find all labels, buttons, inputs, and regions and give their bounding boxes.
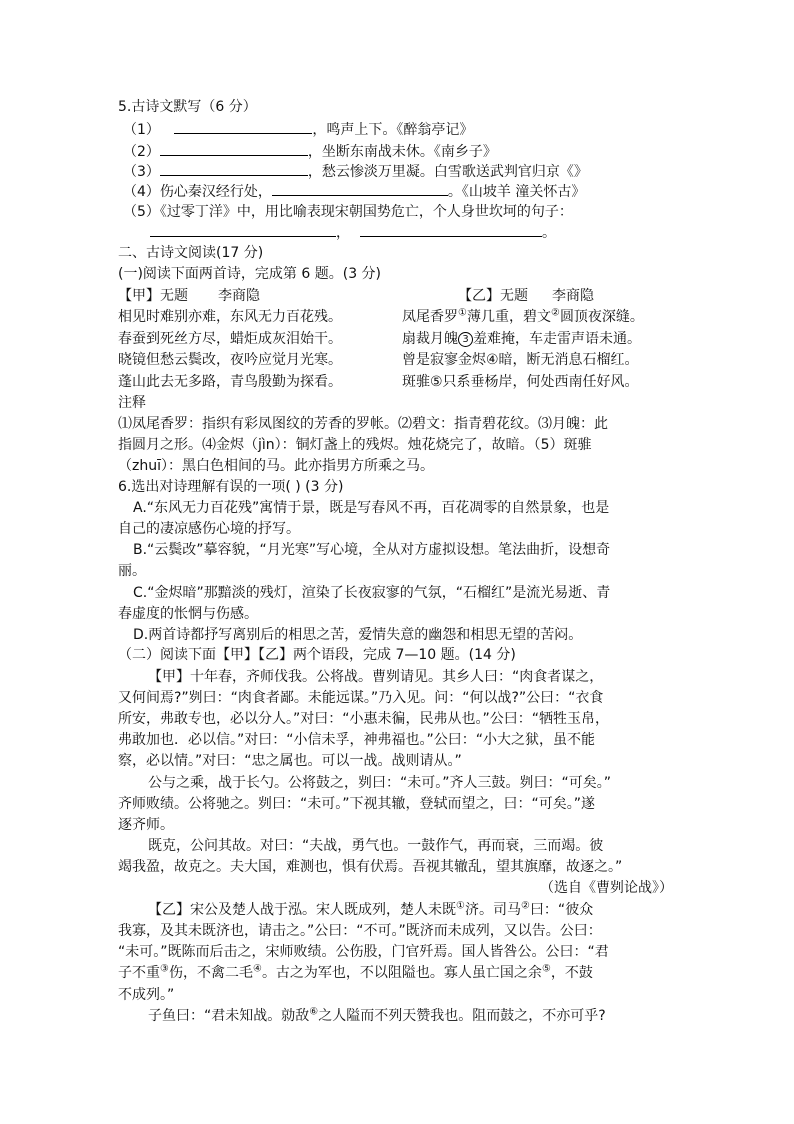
q6-option-c: C.“金烬暗”那黯淡的残灯，渲染了长夜寂寥的气氛，“石榴红”是流光易逝、青 [133,585,611,601]
poem-a-line: 晓镜但愁云鬓改，夜吟应觉月光寒。 [118,352,342,368]
passage-a-line: 【甲】十年春，齐师伐我。公将战。曹刿请见。其乡人曰：“肉食者谋之， [148,669,604,685]
q5-item-text: 。《山坡羊 潼关怀古》 [447,184,586,200]
text: 济。司马 [464,902,521,918]
note-line: ⑴凤尾香罗：指织有彩凤图纹的芳香的罗帐。⑵碧文：指青碧花纹。⑶月魄：此 [118,416,608,432]
part-1-instruction: (一)阅读下面两首诗，完成第 6 题。(3 分) [118,266,382,282]
q5-item-text: 《过零丁洋》中，用比喻表现宋朝国势危亡，个人身世坎坷的句子： [159,204,573,220]
comma: ， [336,225,350,241]
text: 之人隘而不列天赞我也。阻而鼓之，不亦可乎? [318,1008,606,1024]
poem-b-line [402,307,644,327]
q5-item-number: （5） [123,204,160,220]
q5-item-3 [123,161,588,182]
q6-option-a-cont: 自己的凄凉感伤心境的抒写。 [118,521,300,537]
passage-a-line: 既克，公问其故。对曰：“夫战，勇气也。一鼓作气，再而衰，三而竭。彼 [148,838,604,854]
q5-item-number: （2） [123,144,160,160]
passage-a-line: 齐师败绩。公将驰之。刿曰：“未可。”下视其辙，登轼而望之，曰：“可矣。”遂 [118,796,596,812]
passage-a-line: 逐齐师。 [118,817,174,833]
poem-b-header [458,286,594,306]
text: 扇裁月魄 [402,331,458,347]
q6-option-b: B.“云鬓改”摹容貌，“月光寒”写心境，全从对方虚拟设想。笔法曲折，设想奇 [133,542,611,558]
text: 薄几重，碧文 [466,309,551,325]
text: 伤，不禽二毛 [168,965,253,981]
text: 子鱼曰：“君未知战。勍敌 [148,1008,310,1024]
passage-a-line: 竭我盈，故克之。夫大国，难测也，惧有伏焉。吾视其辙乱，望其旗靡，故逐之。” [118,859,623,875]
section-2-title: 二、古诗文阅读(17 分) [118,245,264,261]
note-marker: ④ [252,963,262,975]
text: 【乙】宋公及楚人战于泓。宋人既成列，楚人未既 [148,902,456,918]
text: ，不鼓 [550,965,593,981]
note-marker: ⑥ [309,1006,319,1018]
q6-option-b-cont: 丽。 [118,563,146,579]
note-line: 指圆月之形。⑷金烬（jìn）：铜灯盏上的残烬。烛花烧完了，故暗。（5）斑骓 [118,437,592,453]
poem-b-author: 李商隐 [552,288,594,304]
passage-b-line [118,963,593,983]
q5-title: 5.古诗文默写（6 分） [118,99,257,115]
note-marker: 3 [458,332,473,347]
poem-a-title: 【甲】无题 [118,288,188,304]
q5-item-text: ，愁云惨淡万里凝。白雪歌送武判官归京《》 [307,164,588,180]
note-marker: ② [520,900,530,912]
note-line: （zhuī）：黑白色相间的马。此亦指男方所乘之马。 [118,458,434,474]
text: 。古之为军也，不以阻隘也。寡人虽亡国之余 [261,965,542,981]
q5-item-number: （1） [123,122,160,138]
passage-b-line: 我寡，及其未既济也，请击之。”公曰：“不可。”既济而未成列，又以告。公曰： [118,923,602,939]
q5-item-5 [123,202,573,222]
q6-option-d: D.两首诗都抒写离别后的相思之苦，爱情失意的幽怨和相思无望的苦闷。 [133,627,583,643]
text: 圆顶夜深缝。 [559,309,644,325]
answer-blank[interactable] [160,141,308,156]
poem-a-line: 蓬山此去无多路，青鸟殷勤为探看。 [118,374,342,390]
q5-item-number: （3） [123,164,160,180]
passage-a-line: 察，必以情。”对曰：“忠之属也。可以一战。战则请从。” [118,753,462,769]
q6-stem: 6.选出对诗理解有误的一项( ) (3 分) [118,479,344,495]
poem-a-line: 相见时难别亦难，东风无力百花残。 [118,309,342,325]
passage-b-line [148,900,593,920]
note-marker: ③ [160,963,169,975]
poem-a-header [118,286,260,306]
poem-a-author: 李商隐 [218,288,260,304]
q5-item-number: （4） [123,184,160,200]
text: 羞难掩，车走雷声语未通。 [473,331,641,347]
passage-a-line: 弗敢加也．必以信。”对曰：“小信未孚，神弗福也。”公曰：“小大之狱，虽不能 [118,732,596,748]
poem-b-line: 斑骓⑤只系垂杨岸，何处西南任好风。 [402,374,639,390]
notes-title: 注释 [118,395,146,411]
passage-b-line: “未可。”既陈而后击之，宋师败绩。公伤股，门官歼焉。国人皆咎公。公曰：“君 [118,944,609,960]
passage-a-line: 公与之乘，战于长勺。公将鼓之，刿曰：“未可。”齐人三鼓。刿曰：“可矣。” [148,775,612,791]
q6-option-c-cont: 春虚度的怅惘与伤感。 [118,606,258,622]
passage-b-line: 不成列。” [118,987,175,1003]
answer-blank[interactable] [272,181,448,196]
text: 子不重 [118,965,160,981]
q5-item-1 [123,119,473,140]
q5-item-5-blanks [150,222,556,243]
q6-option-a: A.“东风无力百花残”寓情于景，既是写春风不再，百花凋零的自然景象，也是 [133,500,610,516]
period: 。 [542,225,556,241]
note-marker: ② [550,307,560,319]
part-2-instruction: （二）阅读下面【甲】【乙】两个语段，完成 7—10 题。(14 分) [118,647,516,663]
q5-item-2 [123,141,497,162]
note-marker: ① [458,307,467,319]
answer-blank[interactable] [174,119,312,134]
q5-item-4 [123,181,585,202]
poem-b-line [402,329,641,349]
q5-item-text: 伤心秦汉经行处， [159,184,272,200]
answer-blank[interactable] [360,222,542,237]
poem-b-line: 曾是寂寥金烬④暗，断无消息石榴红。 [402,352,639,368]
q5-item-text: ，鸣声上下。《醉翁亭记》 [312,122,474,138]
poem-a-line: 春蚕到死丝方尽，蜡炬成灰泪始干。 [118,331,342,347]
passage-a-line: 所安，弗敢专也，必以分人。”对曰：“小惠未徧，民弗从也。”公曰：“牺牲玉帛， [118,711,610,727]
text: 凤尾香罗 [402,309,458,325]
note-marker: ① [456,900,465,912]
passage-a-source: （选自《曹刿论战》） [540,880,673,896]
poem-b-title: 【乙】无题 [458,288,528,304]
text: 曰：“彼众 [529,902,594,918]
passage-a-line: 又何间焉?”刿曰：“肉食者鄙。未能远谋。”乃入见。问：“何以战?”公曰：“衣食 [118,690,604,706]
answer-blank[interactable] [160,161,308,176]
answer-blank[interactable] [150,222,336,237]
note-marker: ⑤ [541,963,551,975]
q5-item-text: ，坐断东南战未休。《南乡子》 [307,144,497,160]
passage-b-line [148,1006,606,1026]
